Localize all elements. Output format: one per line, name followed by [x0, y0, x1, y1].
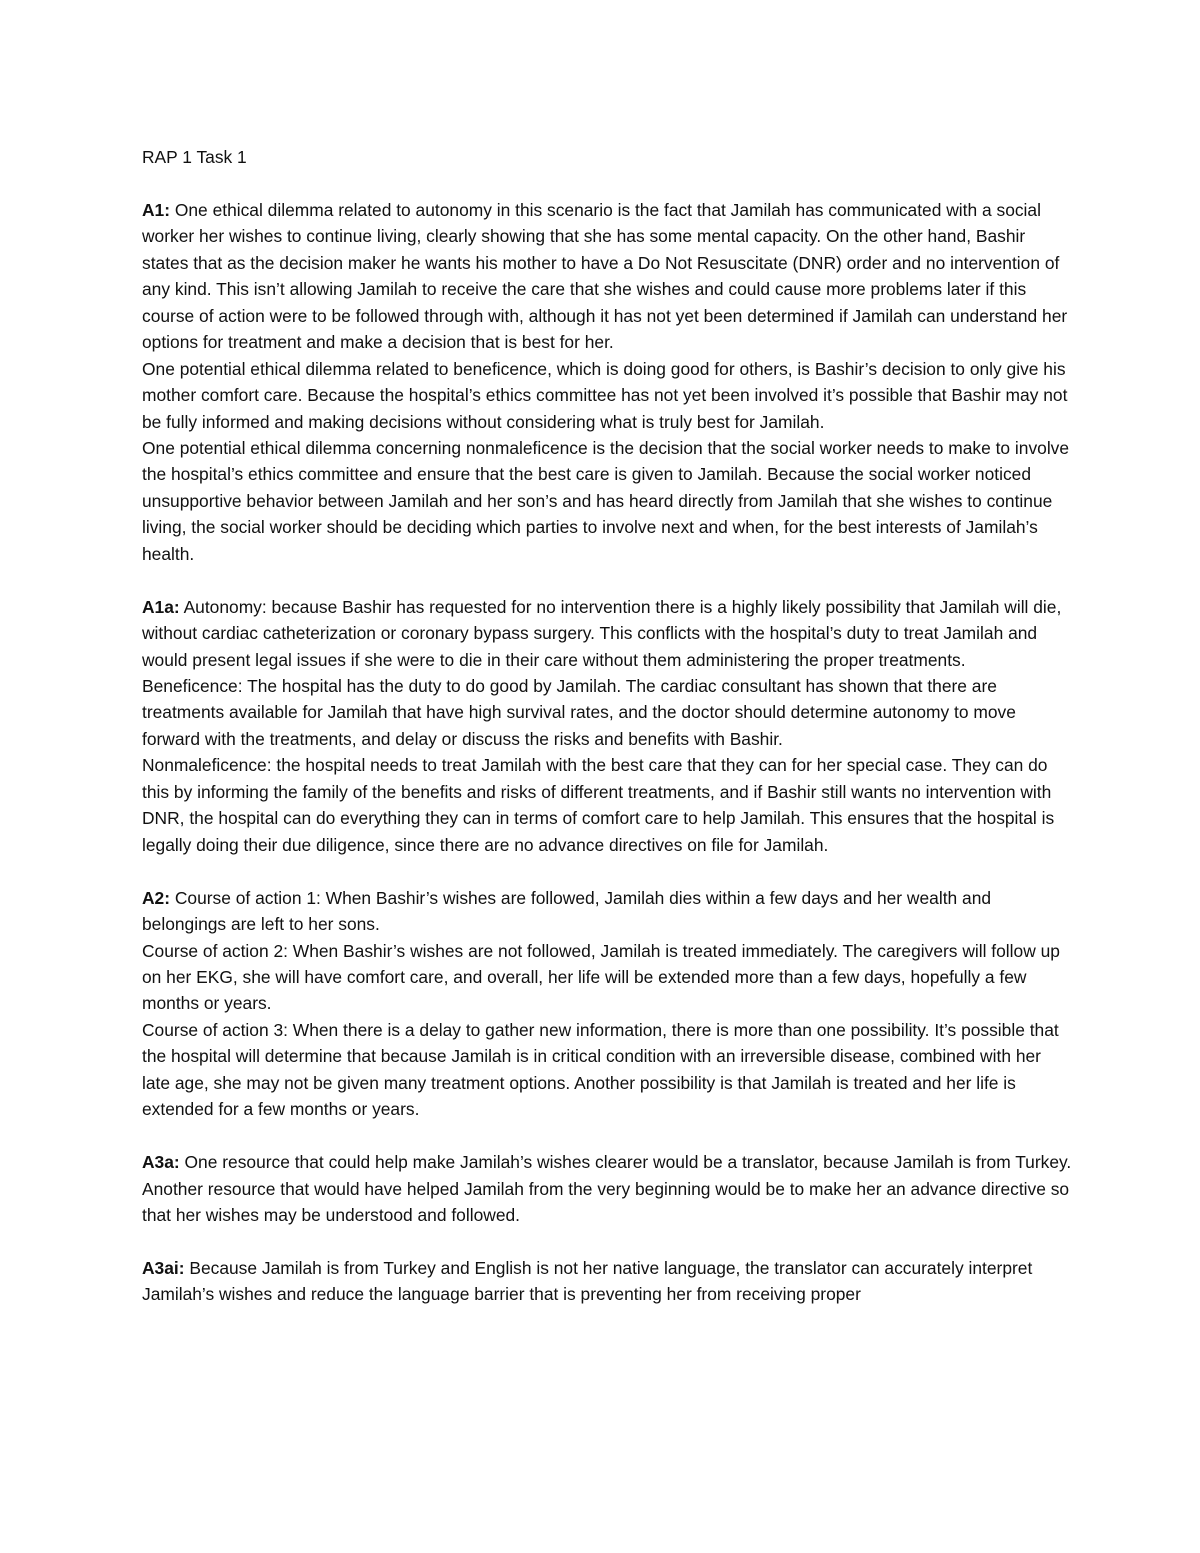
- section-a3a-text-1: One resource that could help make Jamilah’s wishes clearer would be a translator, because Jamilah is from Turkey. Another resource that would have helped Jamilah from the very beginning would be to make her an advance directive so that her wishes may be understood and followed.: [142, 1152, 1072, 1226]
- section-a2-text-1: Course of action 1: When Bashir’s wishes are followed, Jamilah dies within a few days and her wealth and belongings are left to her sons.: [142, 887, 992, 935]
- document-title: RAP 1 Task 1: [142, 147, 247, 167]
- section-a3ai-label: A3ai:: [142, 1257, 185, 1278]
- section-a1a-paragraph-3: Nonmaleficence: the hospital needs to treat Jamilah with the best care that they can for her special case. They can do this by informing the family of the benefits and risks of different treatments, and if Bashir still wants no intervention with DNR, the hospital can do everything they can in terms of comfort care to help Jamilah. This ensures that the hospital is legally doing their due diligence, since there are no advance directives on file for Jamilah.: [142, 755, 1055, 855]
- section-a1a-text-1: Autonomy: because Bashir has requested for no intervention there is a highly likely possibility that Jamilah will die, without cardiac catheterization or coronary bypass surgery. This conflicts with the hospital’s duty to treat Jamilah and would present legal issues if she were to die in their care without them administering the proper treatments.: [142, 596, 1062, 670]
- section-a1a-paragraph-1: [142, 594, 1072, 673]
- section-a2-paragraph-1: [142, 885, 1072, 938]
- section-a1-paragraph-3: One potential ethical dilemma concerning nonmaleficence is the decision that the social worker needs to make to involve the hospital’s ethics committee and ensure that the best care is given to Jamilah. Because the social worker noticed unsupportive behavior between Jamilah and her son’s and has heard directly from Jamilah that she wishes to continue living, the social worker should be deciding which parties to involve next and when, for the best interests of Jamilah’s health.: [142, 437, 1070, 564]
- section-a1a-label: A1a:: [142, 596, 180, 617]
- section-a1-label: A1:: [142, 199, 171, 220]
- section-a3ai-paragraph-1: [142, 1255, 1072, 1308]
- section-a3a-paragraph-1: [142, 1149, 1072, 1228]
- section-a1-text-1: One ethical dilemma related to autonomy in this scenario is the fact that Jamilah has communicated with a social worker her wishes to continue living, clearly showing that she has some mental capacity. On the other hand, Bashir states that as the decision maker he wants his mother to have a Do Not Resuscitate (DNR) order and no intervention of any kind. This isn’t allowing Jamilah to receive the care that she wishes and could cause more problems later if this course of action were to be followed through with, although it has not yet been determined if Jamilah can understand her options for treatment and make a decision that is best for her.: [142, 199, 1068, 353]
- section-a1-paragraph-1: [142, 197, 1072, 356]
- section-a3ai-text-1: Because Jamilah is from Turkey and English is not her native language, the translator can accurately interpret Jamilah’s wishes and reduce the language barrier that is preventing her from receiving proper: [142, 1257, 1033, 1305]
- section-a2-label: A2:: [142, 887, 171, 908]
- section-a2-paragraph-3: Course of action 3: When there is a delay to gather new information, there is more than one possibility. It’s possible that the hospital will determine that because Jamilah is in critical condition with an irreversible disease, combined with her late age, she may not be given many treatment options. Another possibility is that Jamilah is treated and her life is extended for a few months or years.: [142, 1019, 1059, 1120]
- section-a3a-label: A3a:: [142, 1152, 180, 1173]
- section-a2-paragraph-2: Course of action 2: When Bashir’s wishes are not followed, Jamilah is treated immediately. The caregivers will follow up on her EKG, she will have comfort care, and overall, her life will be extended more than a few days, hopefully a few months or years.: [142, 940, 1060, 1014]
- section-a1-paragraph-2: One potential ethical dilemma related to beneficence, which is doing good for others, is Bashir’s decision to only give his mother comfort care. Because the hospital’s ethics committee has not yet been involved it’s possible that Bashir may not be fully informed and making decisions without considering what is truly best for Jamilah.: [142, 358, 1068, 432]
- section-a1a-paragraph-2: Beneficence: The hospital has the duty to do good by Jamilah. The cardiac consultant has shown that there are treatments available for Jamilah that have high survival rates, and the doctor should determine autonomy to move forward with the treatments, and delay or discuss the risks and benefits with Bashir.: [142, 676, 1016, 749]
- document-body: [142, 144, 1072, 1308]
